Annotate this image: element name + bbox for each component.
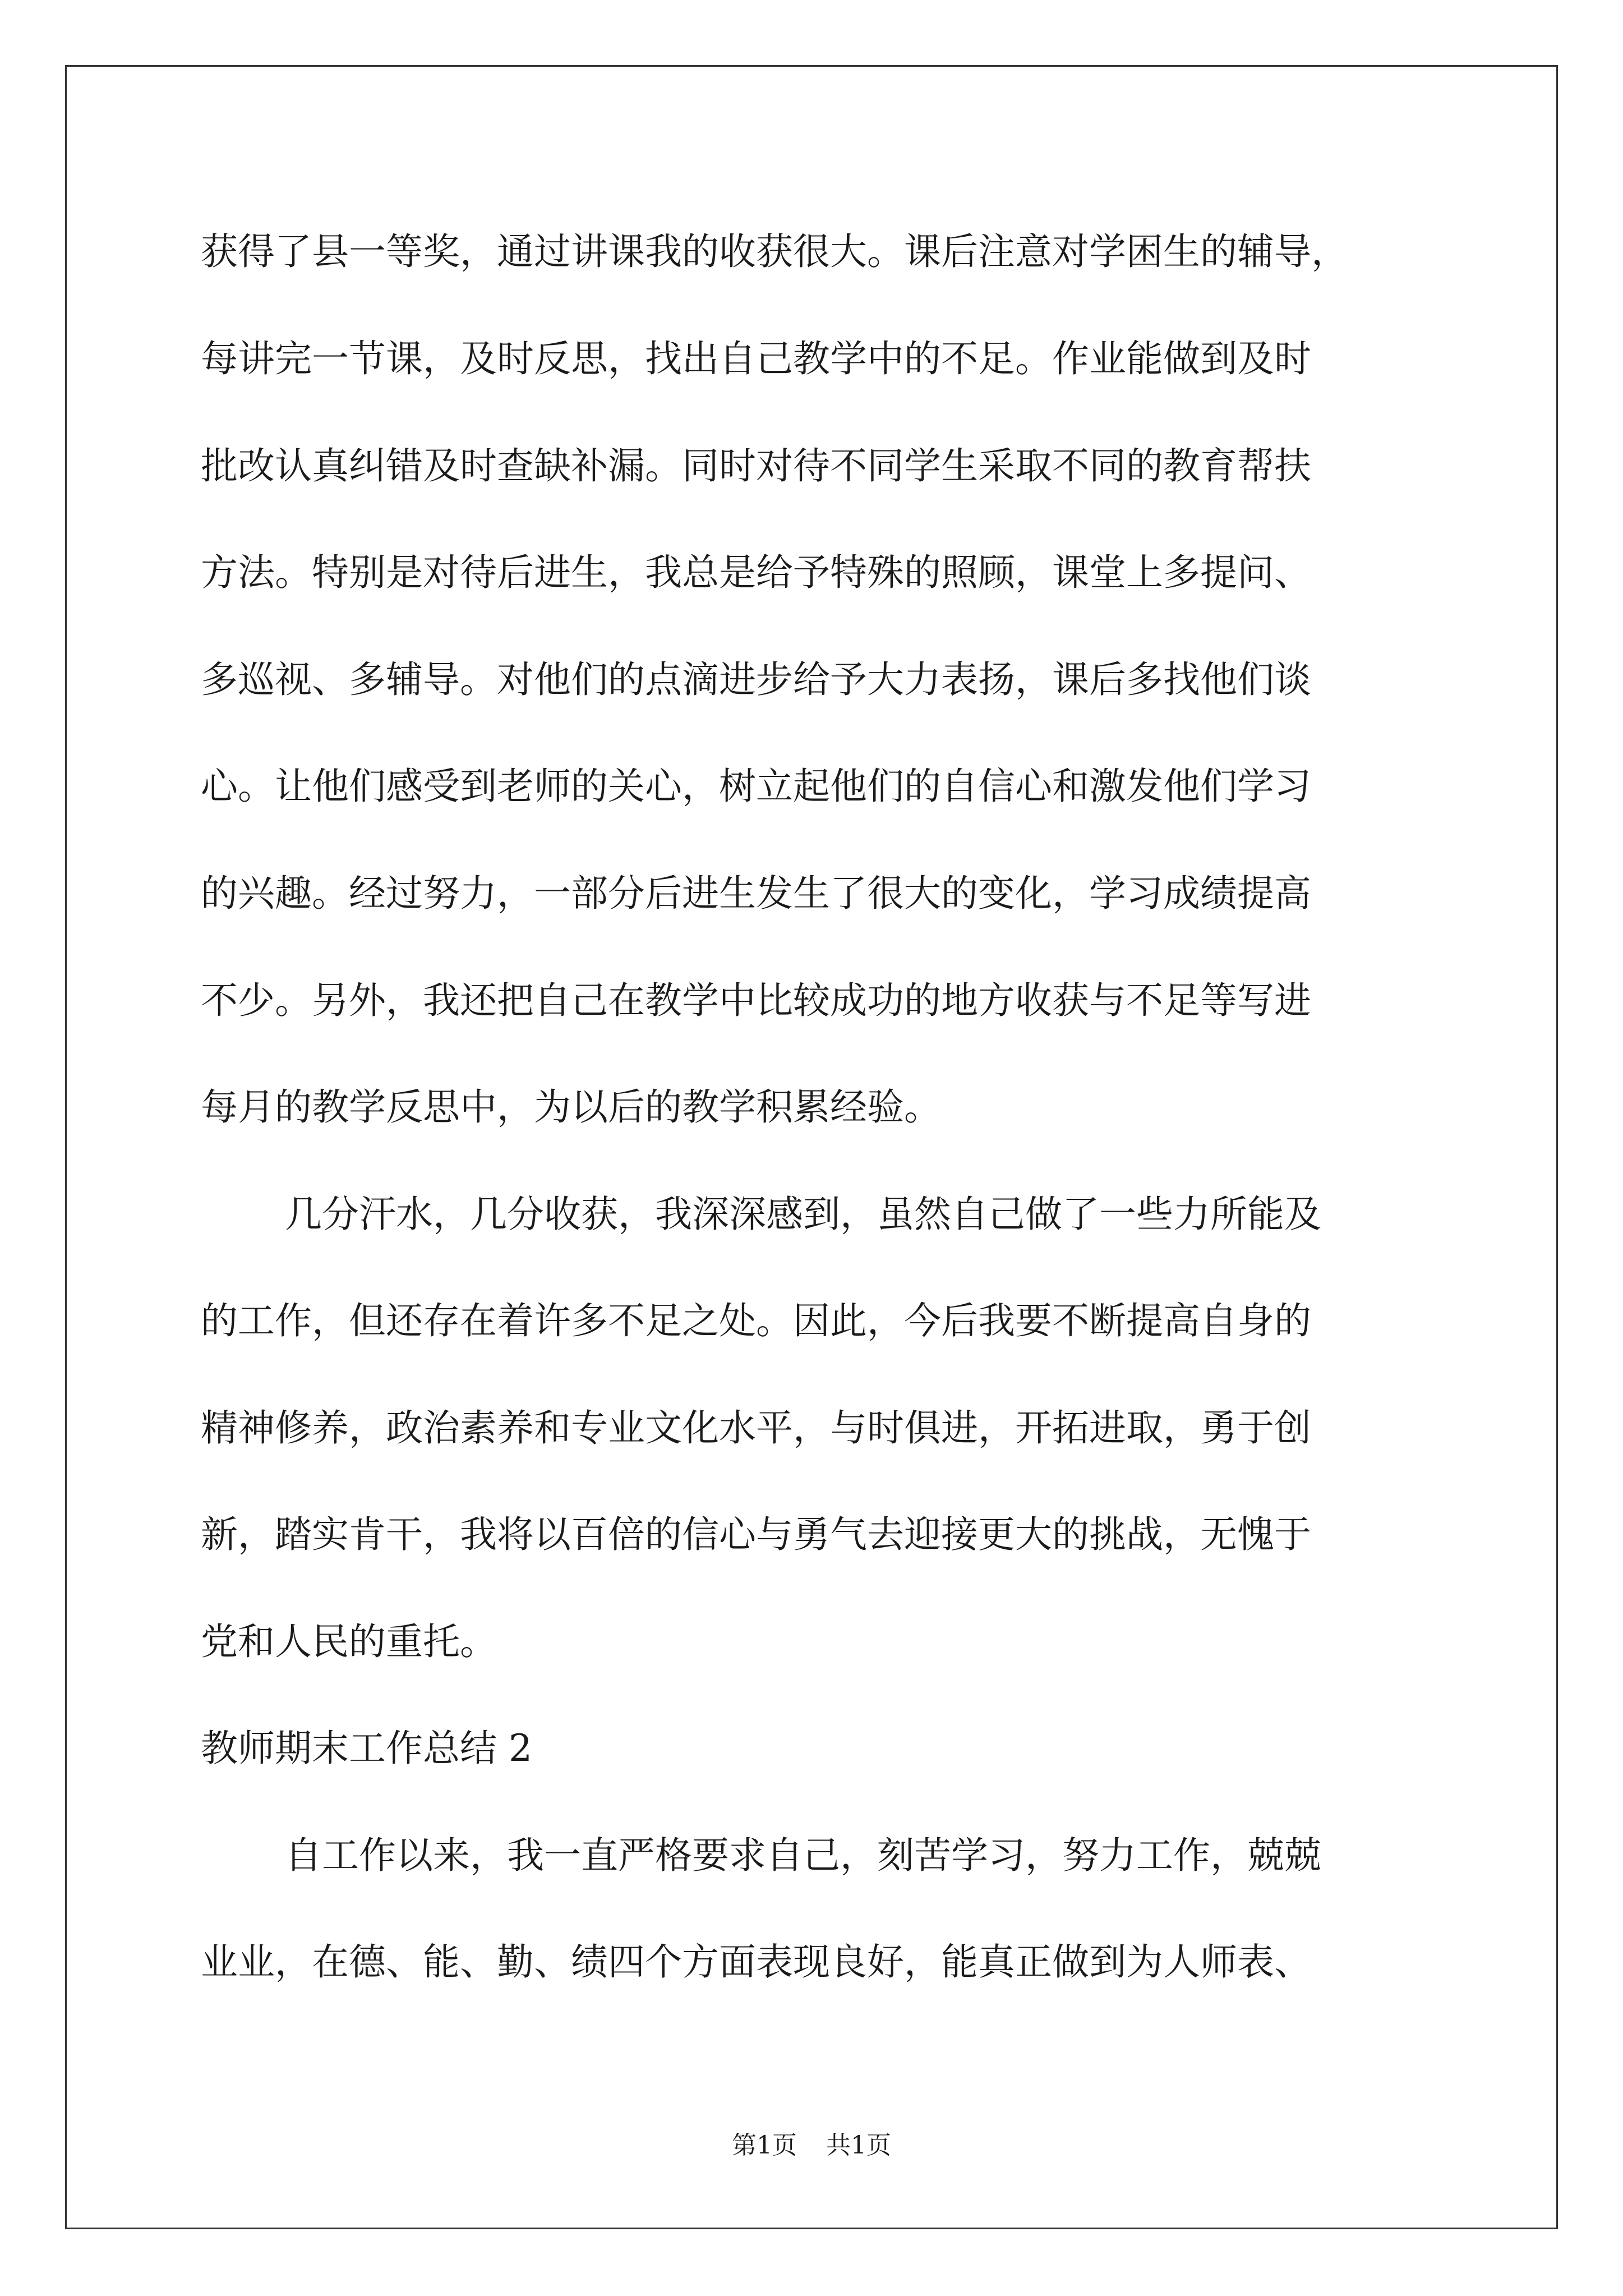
page-footer — [0, 2133, 1623, 2158]
text-line: 业业，在德、能、勤、绩四个方面表现良好，能真正做到为人师表、 — [201, 1940, 1311, 1984]
text-line: 每讲完一节课，及时反思，找出自己教学中的不足。作业能做到及时 — [201, 337, 1311, 380]
page-number-total: 共1页 — [826, 2131, 891, 2160]
paragraph-first-line: 自工作以来，我一直严格要求自己，刻苦学习，努力工作，兢兢 — [285, 1834, 1321, 1877]
text-line: 精神修养，政治素养和专业文化水平，与时俱进，开拓进取，勇于创 — [201, 1406, 1311, 1450]
text-line: 方法。特别是对待后进生，我总是给予特殊的照顾，课堂上多提问、 — [201, 551, 1311, 594]
text-line: 新，踏实肯干，我将以百倍的信心与勇气去迎接更大的挑战，无愧于 — [201, 1513, 1311, 1556]
text-line: 不少。另外，我还把自己在教学中比较成功的地方收获与不足等写进 — [201, 979, 1311, 1022]
page-border — [65, 65, 1558, 2229]
text-line: 多巡视、多辅导。对他们的点滴进步给予大力表扬，课后多找他们谈 — [201, 658, 1311, 701]
text-line: 的工作，但还存在着许多不足之处。因此，今后我要不断提高自身的 — [201, 1299, 1311, 1342]
text-line: 的兴趣。经过努力，一部分后进生发生了很大的变化，学习成绩提高 — [201, 872, 1311, 915]
text-line: 心。让他们感受到老师的关心，树立起他们的自信心和激发他们学习 — [201, 765, 1311, 808]
text-line: 党和人民的重托。 — [201, 1620, 497, 1663]
text-line: 每月的教学反思中，为以后的教学积累经验。 — [201, 1085, 941, 1129]
paragraph-first-line: 几分汗水，几分收获，我深深感到，虽然自己做了一些力所能及 — [285, 1193, 1321, 1236]
page-number-current: 第1页 — [732, 2131, 797, 2160]
section-heading: 教师期末工作总结 2 — [201, 1727, 532, 1770]
text-line: 获得了县一等奖，通过讲课我的收获很大。课后注意对学困生的辅导， — [201, 230, 1348, 273]
text-line: 批改认真纠错及时查缺补漏。同时对待不同学生采取不同的教育帮扶 — [201, 444, 1311, 487]
